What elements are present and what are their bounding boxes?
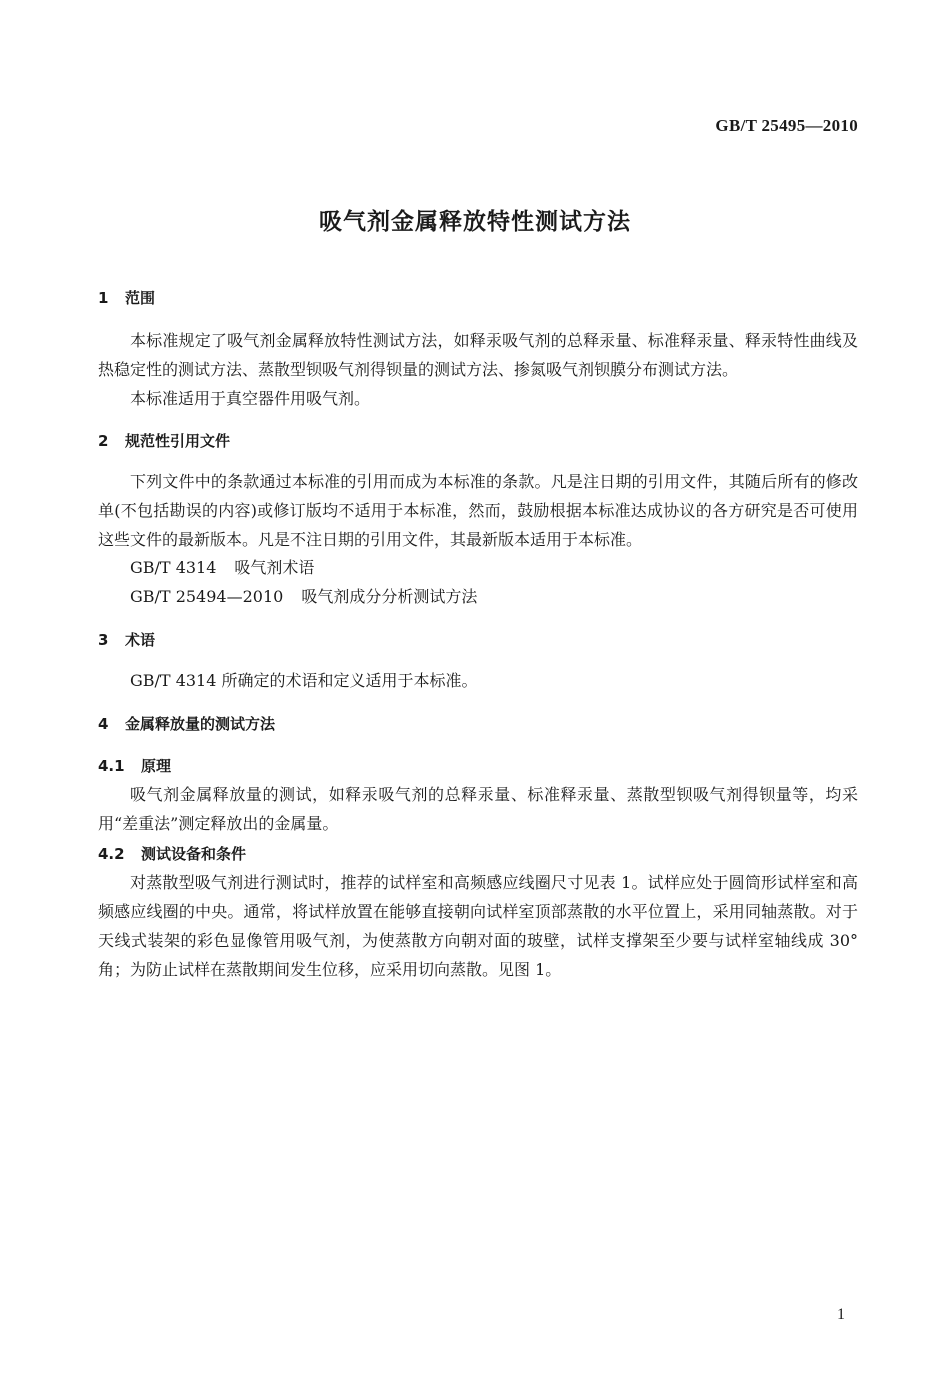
section-number: 4 (98, 715, 109, 733)
reference-name: 吸气剂成分分析测试方法 (301, 587, 478, 606)
section-title: 范围 (125, 289, 156, 307)
subsection-number: 4.1 (98, 757, 125, 775)
section-2-paragraph-1: 下列文件中的条款通过本标准的引用而成为本标准的条款。凡是注日期的引用文件，其随后所有的修改单(不包括勘误的内容)或修订版均不适用于本标准，然而，鼓励根据本标准达成协议的各方研究是否可使用这些文件的最新版本。凡是不注日期的引用文件，其最新版本适用于本标准。 (98, 472, 858, 549)
reference-code: GB/T 4314 (130, 558, 217, 577)
subsection-title: 原理 (141, 757, 172, 775)
reference-item (130, 582, 477, 611)
reference-item (130, 553, 314, 582)
section-4-heading (98, 713, 275, 734)
subsection-4-1-heading (98, 755, 171, 776)
subsection-4-2-heading (98, 843, 246, 864)
section-number: 1 (98, 289, 109, 307)
section-title: 术语 (125, 631, 156, 649)
section-number: 3 (98, 631, 109, 649)
section-3-paragraph-1: GB/T 4314 所确定的术语和定义适用于本标准。 (130, 671, 478, 690)
section-1-paragraph-2: 本标准适用于真空器件用吸气剂。 (130, 389, 371, 408)
section-title: 规范性引用文件 (125, 432, 231, 450)
subsection-number: 4.2 (98, 845, 125, 863)
section-number: 2 (98, 432, 109, 450)
section-2-heading (98, 430, 230, 451)
section-1-heading (98, 287, 155, 308)
standard-code: GB/T 25495—2010 (715, 116, 858, 135)
page-number: 1 (837, 1306, 845, 1323)
subsection-4-2-paragraph: 对蒸散型吸气剂进行测试时，推荐的试样室和高频感应线圈尺寸见表 1。试样应处于圆筒形试样室和高频感应线圈的中央。通常，将试样放置在能够直接朝向试样室顶部蒸散的水平位置上，采用同轴蒸散。对于天线式装架的彩色显像管用吸气剂，为使蒸散方向朝对面的玻壁，试样支撑架至少要与试样室轴线成 30°角；为防止试样在蒸散期间发生位移，应采用切向蒸散。见图 1。 (98, 873, 858, 979)
section-3-heading (98, 629, 155, 650)
subsection-title: 测试设备和条件 (141, 845, 247, 863)
document-title: 吸气剂金属释放特性测试方法 (319, 209, 631, 235)
subsection-4-1-paragraph: 吸气剂金属释放量的测试，如释汞吸气剂的总释汞量、标准释汞量、蒸散型钡吸气剂得钡量等，均采用“差重法”测定释放出的金属量。 (98, 785, 858, 833)
section-title: 金属释放量的测试方法 (125, 715, 276, 733)
reference-name: 吸气剂术语 (234, 558, 315, 577)
reference-code: GB/T 25494—2010 (130, 587, 284, 606)
section-1-paragraph-1: 本标准规定了吸气剂金属释放特性测试方法，如释汞吸气剂的总释汞量、标准释汞量、释汞特性曲线及热稳定性的测试方法、蒸散型钡吸气剂得钡量的测试方法、掺氮吸气剂钡膜分布测试方法。 (98, 331, 858, 379)
